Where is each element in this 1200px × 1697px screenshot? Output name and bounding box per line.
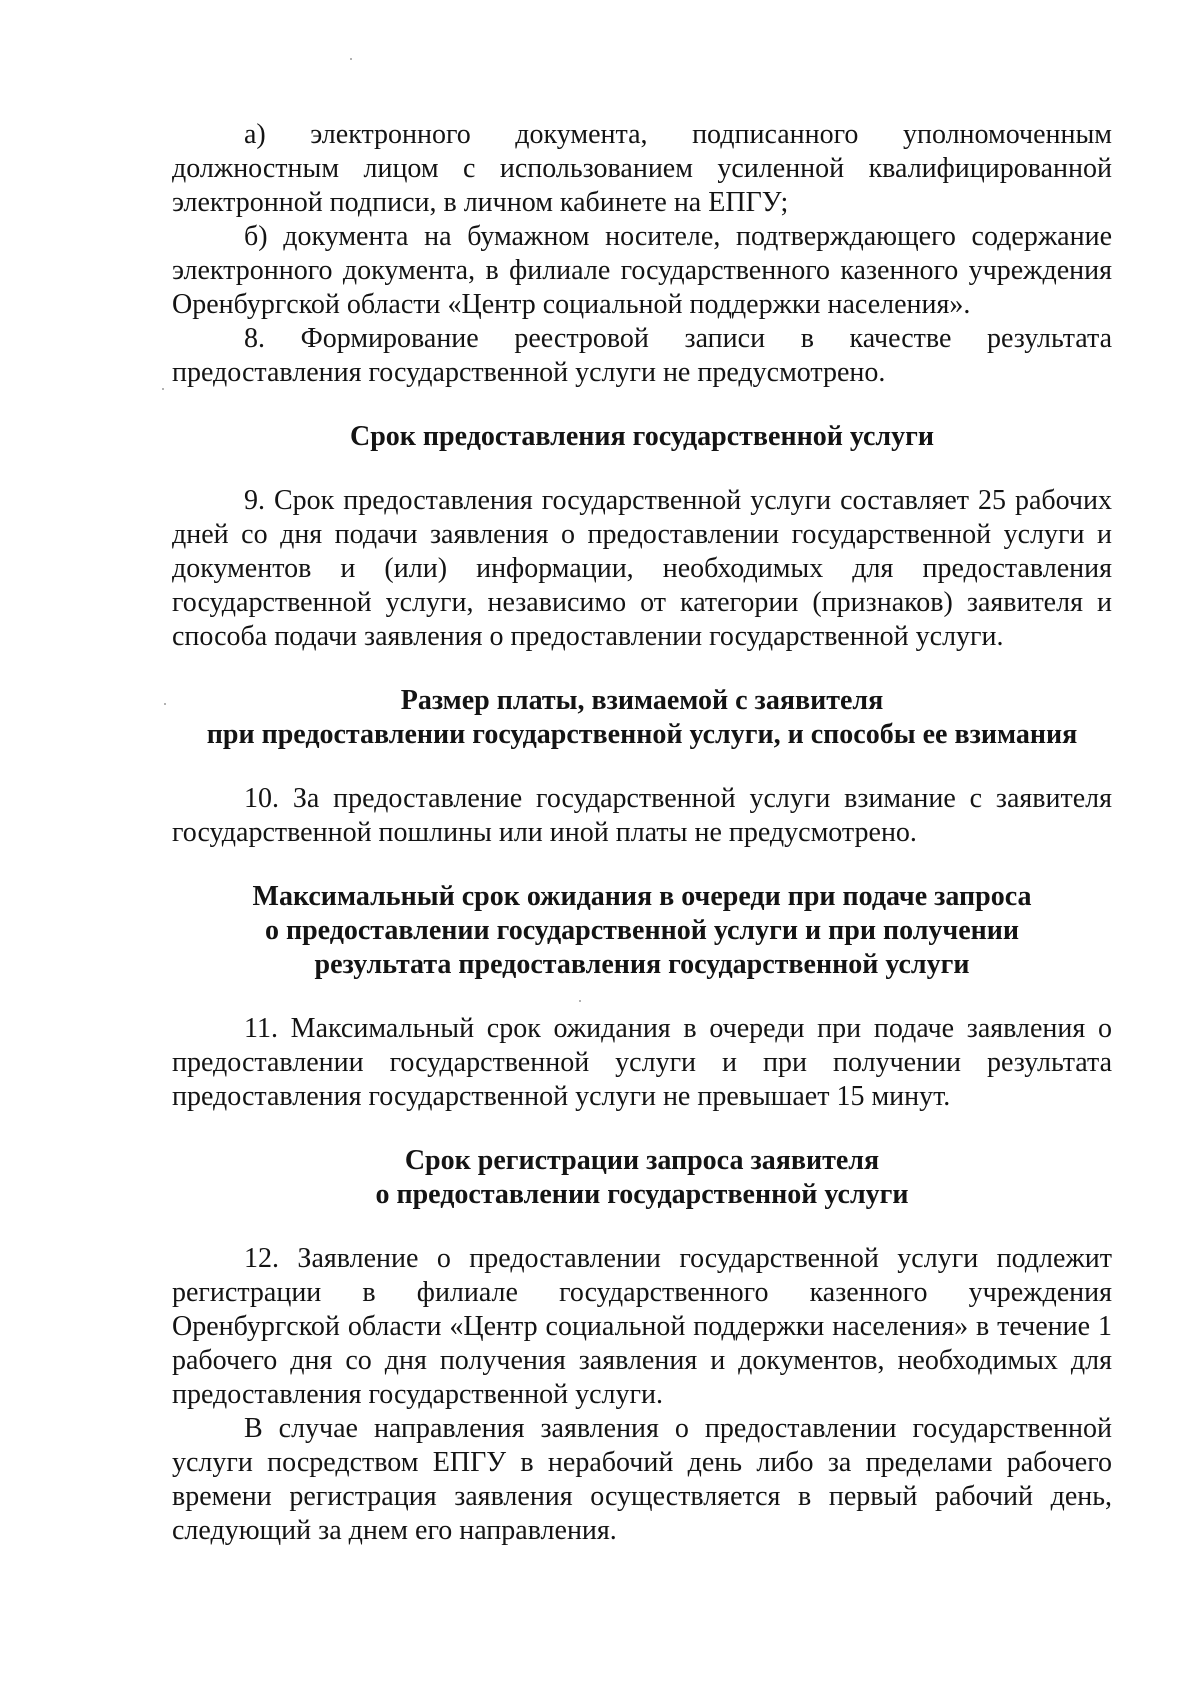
paragraph-11: 11. Максимальный срок ожидания в очереди при подаче заявления о предоставлении государственной услуги и при получении результата предоставления государственной услуги не превышает 15 минут. [172, 1013, 1112, 1112]
paragraph-12-continued: В случае направления заявления о предоставлении государственной услуги посредством ЕПГУ в нерабочий день либо за пределами рабочего времени регистрация заявления осуществляется в первый рабочий день, следующий за днем его направления. [172, 1413, 1112, 1546]
scan-speck [162, 388, 164, 390]
paragraph-b: б) документа на бумажном носителе, подтверждающего содержание электронного документа, в филиале государственного казенного учреждения Оренбургской области «Центр социальной поддержки населения». [172, 221, 1112, 320]
scan-speck [164, 703, 166, 705]
heading-fee: Размер платы, взимаемой с заявителя при предоставлении государственной услуги, и способы ее взимания [206, 685, 1078, 750]
heading-service-term: Срок предоставления государственной услуги [350, 421, 934, 452]
paragraph-a: а) электронного документа, подписанного уполномоченным должностным лицом с использованием усиленной квалифицированной электронной подписи, в личном кабинете на ЕПГУ; [172, 119, 1112, 218]
paragraph-10: 10. За предоставление государственной услуги взимание с заявителя государственной пошлины или иной платы не предусмотрено. [172, 783, 1112, 848]
paragraph-9: 9. Срок предоставления государственной услуги составляет 25 рабочих дней со дня подачи заявления о предоставлении государственной услуги и документов и (или) информации, необходимых для предоставления государственной услуги, независимо от категории (признаков) заявителя и способа подачи заявления о предоставлении государственной услуги. [172, 485, 1112, 652]
paragraph-8: 8. Формирование реестровой записи в качестве результата предоставления государственной услуги не предусмотрено. [172, 323, 1112, 388]
paragraph-12: 12. Заявление о предоставлении государственной услуги подлежит регистрации в филиале государственного казенного учреждения Оренбургской области «Центр социальной поддержки населения» в течение 1 рабочего дня со дня получения заявления и документов, необходимых для предоставления государственной услуги. [172, 1243, 1112, 1410]
scan-speck [350, 58, 352, 60]
heading-registration-term: Срок регистрации запроса заявителя о предоставлении государственной услуги [375, 1145, 909, 1210]
heading-queue-time: Максимальный срок ожидания в очереди при подаче запроса о предоставлении государственной услуги и при получении результата предоставления государственной услуги [252, 881, 1032, 980]
document-body [172, 118, 1112, 1548]
